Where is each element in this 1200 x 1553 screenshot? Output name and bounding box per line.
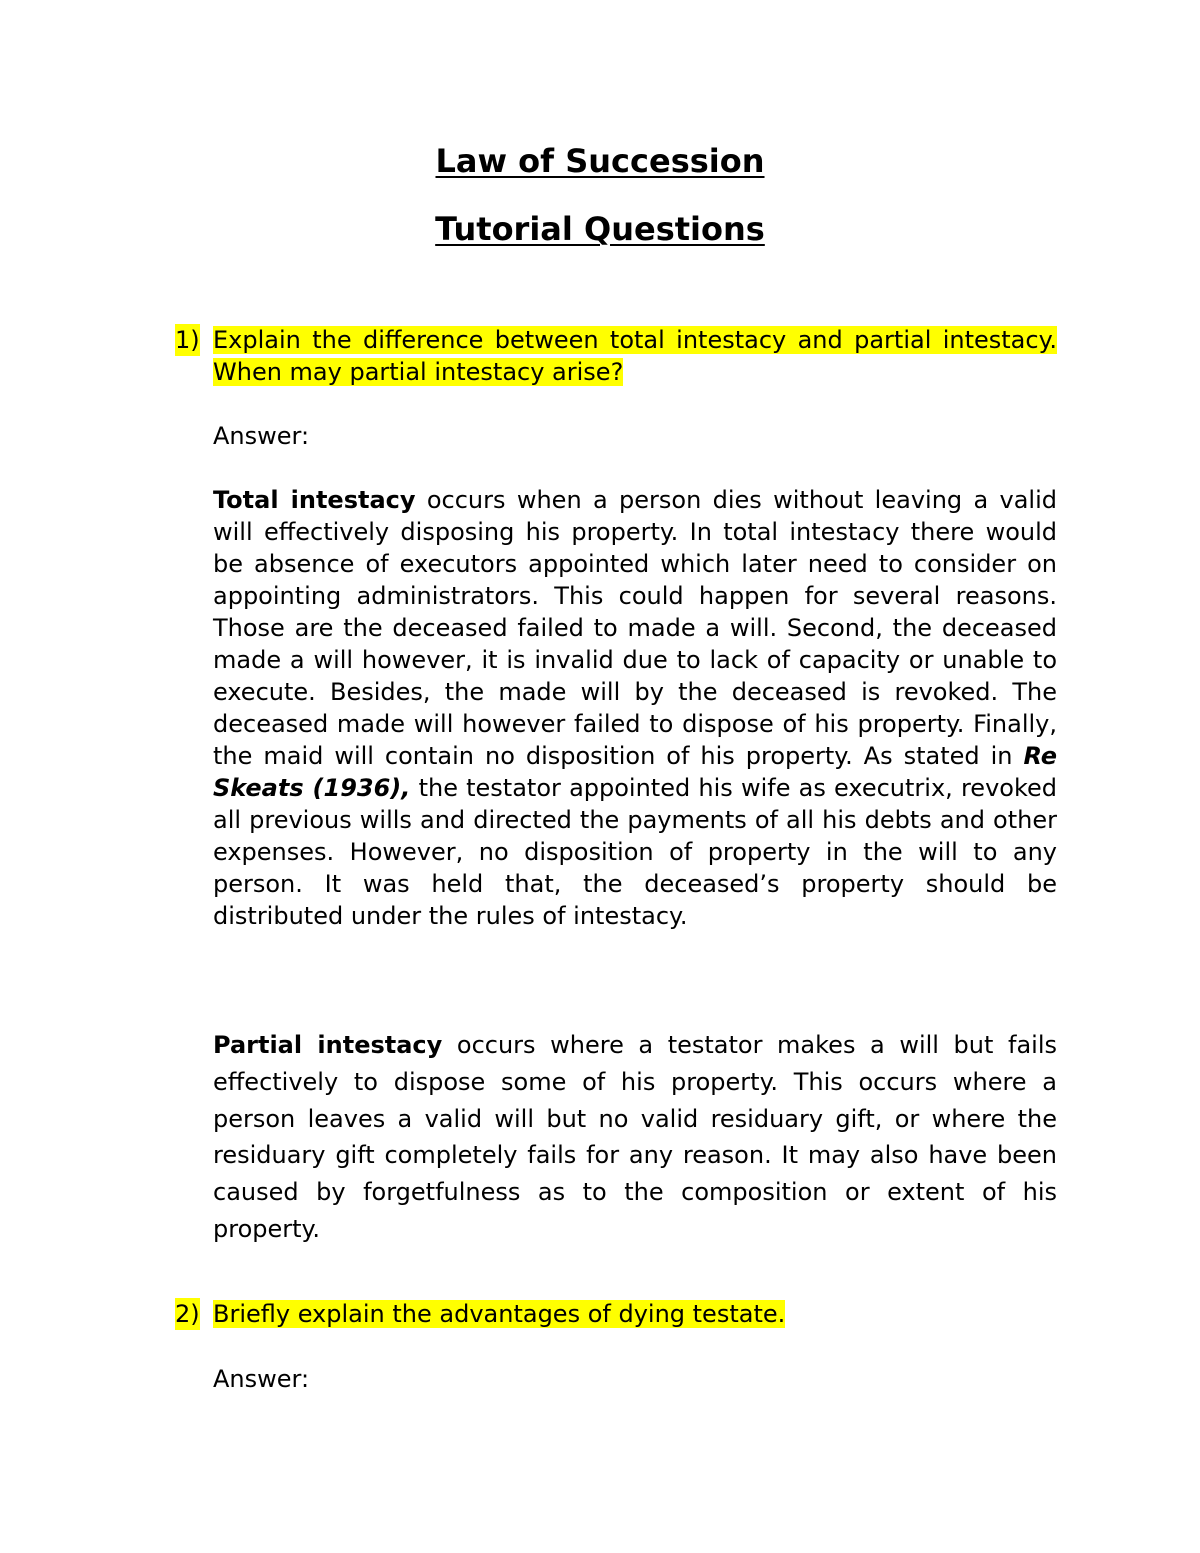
case-citation: Re Skeats (1936), — [213, 742, 1057, 802]
question-1-number: 1) — [175, 326, 200, 354]
answer-1-paragraph-partial-intestacy — [213, 1027, 1057, 1248]
paragraph-text: the testator appointed his wife as executrix, revoked all previous wills and directed the payments of all his debts and other expenses. However, no disposition of property in the will to any person. It was held that, the deceased’s property should be distributed under the rules of intestacy. — [213, 774, 1058, 930]
term-total-intestacy: Total intestacy — [213, 486, 416, 514]
term-partial-intestacy: Partial intestacy — [213, 1031, 443, 1059]
document-title: Law of Succession — [435, 142, 765, 180]
question-2-answer-label: Answer: — [213, 1365, 310, 1393]
question-1-highlight: Explain the difference between total intestacy and partial intestacy. When may partial intestacy arise? — [213, 326, 1057, 386]
question-2-number: 2) — [175, 1300, 200, 1328]
question-2-highlight: Briefly explain the advantages of dying testate. — [213, 1300, 786, 1328]
paragraph-text: occurs when a person dies without leaving a valid will effectively disposing his property. In total intestacy there would be absence of executors appointed which later need to consider on appointing administrators. This could happen for several reasons. Those are the deceased failed to made a will. Second, the deceased made a will however, it is invalid due to lack of capacity or unable to execute. Besides, the made will by the deceased is revoked. The deceased made will however failed to dispose of his property. Finally, the maid will contain no disposition of his property. As stated in — [213, 486, 1057, 770]
document-subtitle: Tutorial Questions — [435, 210, 765, 248]
answer-1-paragraph-total-intestacy — [213, 484, 1057, 932]
question-1-text — [213, 324, 1057, 388]
question-2-text — [213, 1298, 1057, 1330]
paragraph-text: occurs where a testator makes a will but fails effectively to dispose some of his property. This occurs where a person leaves a valid will but no valid residuary gift, or where the residuary gift completely fails for any reason. It may also have been caused by forgetfulness as to the composition or extent of his property. — [213, 1031, 1057, 1243]
question-1-answer-label: Answer: — [213, 422, 310, 450]
